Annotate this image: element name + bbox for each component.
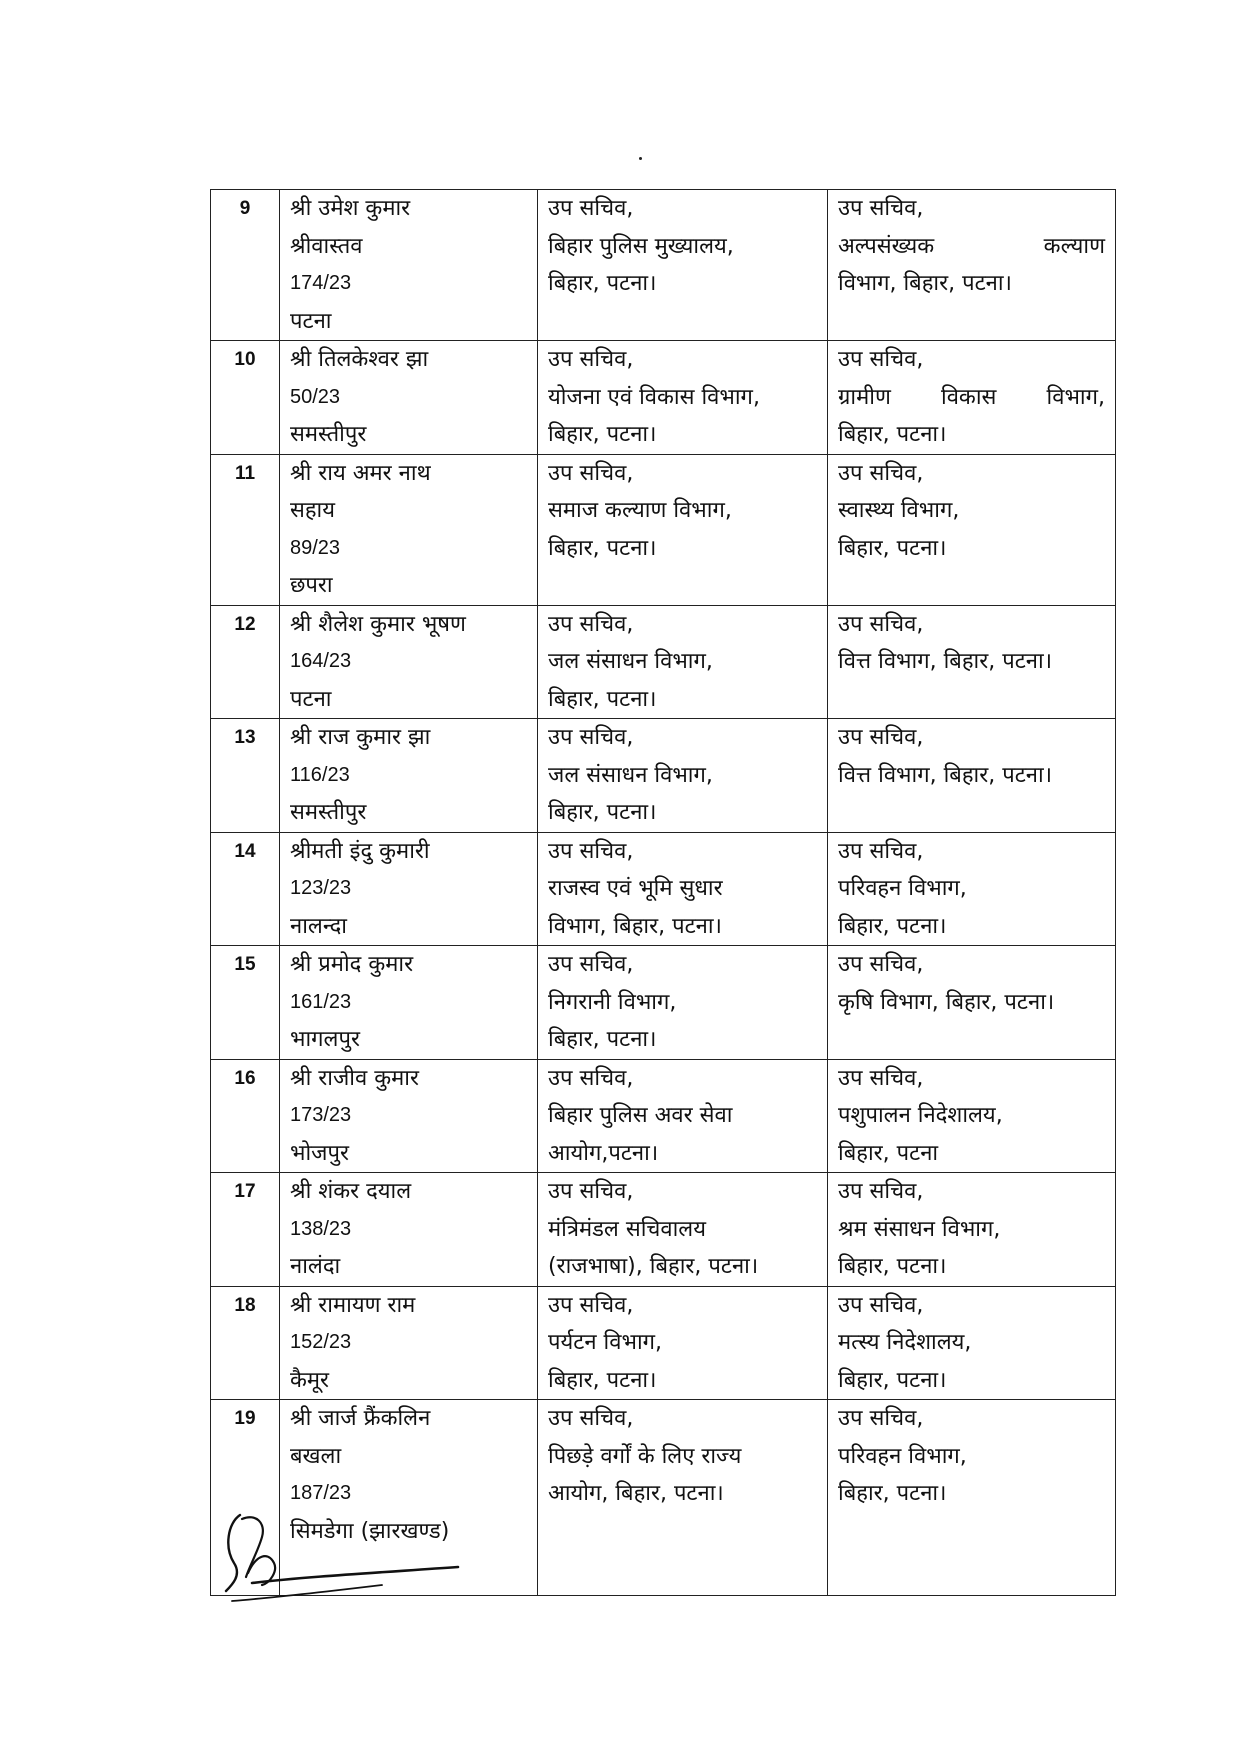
current-posting-line: विभाग, बिहार, पटना। bbox=[548, 913, 722, 939]
new-posting-cell bbox=[828, 946, 1116, 1060]
officer-code: 173/23 bbox=[290, 1104, 352, 1126]
new-posting-cell bbox=[828, 832, 1116, 946]
officer-name: श्री जार्ज फ्रैंकलिन bbox=[290, 1406, 431, 1431]
officer-code: 123/23 bbox=[290, 877, 352, 899]
officer-code: 116/23 bbox=[290, 763, 350, 786]
new-posting-line: परिवहन विभाग, bbox=[838, 876, 967, 901]
new-posting-line: उप सचिव, bbox=[838, 952, 924, 977]
table-row bbox=[211, 719, 1116, 833]
new-posting-line: बिहार, पटना bbox=[838, 1140, 939, 1166]
officer-code: 89/23 bbox=[290, 536, 341, 559]
serial-number-cell: 13 bbox=[211, 719, 280, 833]
current-posting-line: आयोग,पटना। bbox=[548, 1140, 659, 1166]
table-row bbox=[211, 832, 1116, 946]
new-posting-line: बिहार, पटना। bbox=[838, 422, 947, 447]
officer-name-cell bbox=[280, 605, 538, 719]
new-posting-line: उप सचिव, bbox=[838, 1179, 924, 1204]
serial-number-cell: 18 bbox=[211, 1286, 280, 1400]
handwritten-signature bbox=[222, 1505, 472, 1605]
home-district: पटना bbox=[290, 686, 332, 712]
officer-name: श्री राय अमर नाथ bbox=[290, 460, 431, 486]
current-posting-line: उप सचिव, bbox=[548, 611, 634, 637]
officer-name-cell bbox=[280, 1059, 538, 1173]
new-posting-line: ग्रामीण विकास विभाग, bbox=[838, 384, 1105, 410]
serial-number-cell: 12 bbox=[211, 605, 280, 719]
current-posting-line: बिहार, पटना। bbox=[548, 535, 657, 561]
officer-name: श्रीमती इंदु कुमारी bbox=[290, 838, 430, 864]
current-posting-line: (राजभाषा), बिहार, पटना। bbox=[548, 1254, 759, 1279]
current-posting-cell bbox=[538, 1400, 828, 1596]
current-posting-line: मंत्रिमंडल सचिवालय bbox=[548, 1216, 706, 1242]
home-district: पटना bbox=[290, 308, 332, 334]
officer-name-cell bbox=[280, 1173, 538, 1287]
officer-name: श्री तिलकेश्वर झा bbox=[290, 347, 429, 372]
officer-name: सहाय bbox=[290, 498, 336, 523]
serial-number-cell: 17 bbox=[211, 1173, 280, 1287]
current-posting-cell bbox=[538, 1173, 828, 1287]
home-district: छपरा bbox=[290, 573, 333, 598]
new-posting-line: बिहार, पटना। bbox=[838, 1254, 947, 1279]
new-posting-line: मत्स्य निदेशालय, bbox=[838, 1330, 972, 1355]
officer-code: 138/23 bbox=[290, 1217, 352, 1240]
new-posting-line: बिहार, पटना। bbox=[838, 1481, 947, 1506]
current-posting-line: जल संसाधन विभाग, bbox=[548, 649, 713, 674]
home-district: सिमडेगा (झारखण्ड) bbox=[290, 1518, 450, 1544]
home-district: कैमूर bbox=[290, 1367, 330, 1393]
new-posting-line: उप सचिव, bbox=[838, 1406, 924, 1431]
officer-name: श्री शैलेश कुमार भूषण bbox=[290, 611, 466, 637]
serial-number-cell: 9 bbox=[211, 190, 280, 341]
current-posting-line: उप सचिव, bbox=[548, 460, 634, 486]
officer-name: श्री उमेश कुमार bbox=[290, 196, 411, 221]
officer-name-cell bbox=[280, 946, 538, 1060]
new-posting-line: उप सचिव, bbox=[838, 1065, 924, 1091]
new-posting-line: उप सचिव, bbox=[838, 725, 924, 750]
officer-name: श्री प्रमोद कुमार bbox=[290, 952, 414, 977]
officer-name: श्री रामायण राम bbox=[290, 1292, 416, 1318]
current-posting-line: बिहार, पटना। bbox=[548, 1367, 657, 1393]
officer-name-cell bbox=[280, 1286, 538, 1400]
current-posting-line: बिहार पुलिस मुख्यालय, bbox=[548, 233, 734, 259]
transfer-posting-table bbox=[210, 189, 1116, 1596]
new-posting-line: स्वास्थ्य विभाग, bbox=[838, 498, 960, 523]
current-posting-line: बिहार, पटना। bbox=[548, 271, 657, 296]
table-row bbox=[211, 1286, 1116, 1400]
new-posting-line: बिहार, पटना। bbox=[838, 913, 947, 939]
officer-name-cell bbox=[280, 341, 538, 455]
new-posting-cell bbox=[828, 605, 1116, 719]
new-posting-cell bbox=[828, 1400, 1116, 1596]
current-posting-line: उप सचिव, bbox=[548, 1406, 634, 1431]
current-posting-line: उप सचिव, bbox=[548, 196, 634, 221]
current-posting-line: बिहार, पटना। bbox=[548, 1027, 657, 1052]
serial-number-cell: 15 bbox=[211, 946, 280, 1060]
table-row bbox=[211, 1173, 1116, 1287]
officer-code: 161/23 bbox=[290, 990, 352, 1013]
current-posting-cell bbox=[538, 719, 828, 833]
home-district: नालंदा bbox=[290, 1254, 341, 1279]
current-posting-cell bbox=[538, 946, 828, 1060]
table-row bbox=[211, 190, 1116, 341]
table-row bbox=[211, 946, 1116, 1060]
new-posting-line: अल्पसंख्यक कल्याण bbox=[838, 233, 1105, 259]
current-posting-cell bbox=[538, 832, 828, 946]
serial-number-cell: 14 bbox=[211, 832, 280, 946]
serial-number-cell: 16 bbox=[211, 1059, 280, 1173]
home-district: भोजपुर bbox=[290, 1140, 349, 1166]
current-posting-line: पर्यटन विभाग, bbox=[548, 1330, 663, 1355]
new-posting-line: उप सचिव, bbox=[838, 1292, 924, 1318]
new-posting-cell bbox=[828, 190, 1116, 341]
table-row bbox=[211, 454, 1116, 605]
current-posting-line: समाज कल्याण विभाग, bbox=[548, 498, 732, 523]
officer-code: 50/23 bbox=[290, 385, 341, 408]
table-row bbox=[211, 605, 1116, 719]
new-posting-cell bbox=[828, 341, 1116, 455]
current-posting-line: बिहार, पटना। bbox=[548, 422, 657, 447]
current-posting-line: योजना एवं विकास विभाग, bbox=[548, 384, 760, 410]
officer-code: 174/23 bbox=[290, 272, 352, 294]
current-posting-line: उप सचिव, bbox=[548, 1065, 634, 1091]
new-posting-line: उप सचिव, bbox=[838, 196, 924, 221]
officer-code: 152/23 bbox=[290, 1331, 352, 1353]
new-posting-line: वित्त विभाग, बिहार, पटना। bbox=[838, 649, 1053, 674]
officer-name-cell bbox=[280, 454, 538, 605]
current-posting-line: बिहार, पटना। bbox=[548, 800, 657, 825]
new-posting-line: पशुपालन निदेशालय, bbox=[838, 1103, 1003, 1128]
serial-number-cell: 11 bbox=[211, 454, 280, 605]
current-posting-line: उप सचिव, bbox=[548, 1292, 634, 1318]
new-posting-line: उप सचिव, bbox=[838, 347, 924, 372]
page-mark bbox=[639, 157, 642, 160]
current-posting-cell bbox=[538, 1286, 828, 1400]
serial-number-cell: 19 bbox=[211, 1400, 280, 1596]
new-posting-line: वित्त विभाग, बिहार, पटना। bbox=[838, 762, 1053, 788]
current-posting-line: उप सचिव, bbox=[548, 725, 634, 750]
new-posting-line: उप सचिव, bbox=[838, 838, 924, 864]
officer-name-cell bbox=[280, 832, 538, 946]
current-posting-line: पिछड़े वर्गों के लिए राज्य bbox=[548, 1443, 742, 1469]
new-posting-line: बिहार, पटना। bbox=[838, 1367, 947, 1393]
new-posting-line: बिहार, पटना। bbox=[838, 535, 947, 561]
officer-name: बखला bbox=[290, 1443, 342, 1469]
new-posting-line: विभाग, बिहार, पटना। bbox=[838, 271, 1012, 296]
officer-name: श्रीवास्तव bbox=[290, 233, 363, 259]
new-posting-line: कृषि विभाग, बिहार, पटना। bbox=[838, 989, 1055, 1015]
new-posting-cell bbox=[828, 1059, 1116, 1173]
officer-name: श्री राजीव कुमार bbox=[290, 1065, 419, 1091]
current-posting-cell bbox=[538, 605, 828, 719]
current-posting-cell bbox=[538, 454, 828, 605]
home-district: नालन्दा bbox=[290, 913, 348, 939]
current-posting-cell bbox=[538, 341, 828, 455]
officer-name: श्री राज कुमार झा bbox=[290, 725, 431, 750]
current-posting-line: उप सचिव, bbox=[548, 347, 634, 372]
table-row bbox=[211, 341, 1116, 455]
new-posting-cell bbox=[828, 454, 1116, 605]
new-posting-line: श्रम संसाधन विभाग, bbox=[838, 1216, 1001, 1242]
current-posting-line: बिहार, पटना। bbox=[548, 686, 657, 712]
new-posting-line: उप सचिव, bbox=[838, 611, 924, 637]
officer-code: 164/23 bbox=[290, 650, 352, 672]
current-posting-line: बिहार पुलिस अवर सेवा bbox=[548, 1103, 733, 1128]
officer-name: श्री शंकर दयाल bbox=[290, 1179, 412, 1204]
home-district: भागलपुर bbox=[290, 1027, 360, 1052]
new-posting-line: उप सचिव, bbox=[838, 460, 924, 486]
new-posting-cell bbox=[828, 1173, 1116, 1287]
current-posting-line: उप सचिव, bbox=[548, 838, 634, 864]
new-posting-line: परिवहन विभाग, bbox=[838, 1443, 967, 1469]
table-row bbox=[211, 1059, 1116, 1173]
officer-name-cell bbox=[280, 719, 538, 833]
new-posting-cell bbox=[828, 719, 1116, 833]
current-posting-line: उप सचिव, bbox=[548, 952, 634, 977]
current-posting-line: निगरानी विभाग, bbox=[548, 989, 677, 1015]
officer-name-cell bbox=[280, 190, 538, 341]
current-posting-cell bbox=[538, 1059, 828, 1173]
home-district: समस्तीपुर bbox=[290, 422, 367, 447]
current-posting-line: जल संसाधन विभाग, bbox=[548, 762, 713, 788]
officer-code: 187/23 bbox=[290, 1482, 352, 1504]
current-posting-line: राजस्व एवं भूमि सुधार bbox=[548, 876, 723, 901]
current-posting-line: आयोग, बिहार, पटना। bbox=[548, 1481, 724, 1506]
new-posting-cell bbox=[828, 1286, 1116, 1400]
serial-number-cell: 10 bbox=[211, 341, 280, 455]
current-posting-line: उप सचिव, bbox=[548, 1179, 634, 1204]
home-district: समस्तीपुर bbox=[290, 800, 367, 825]
current-posting-cell bbox=[538, 190, 828, 341]
